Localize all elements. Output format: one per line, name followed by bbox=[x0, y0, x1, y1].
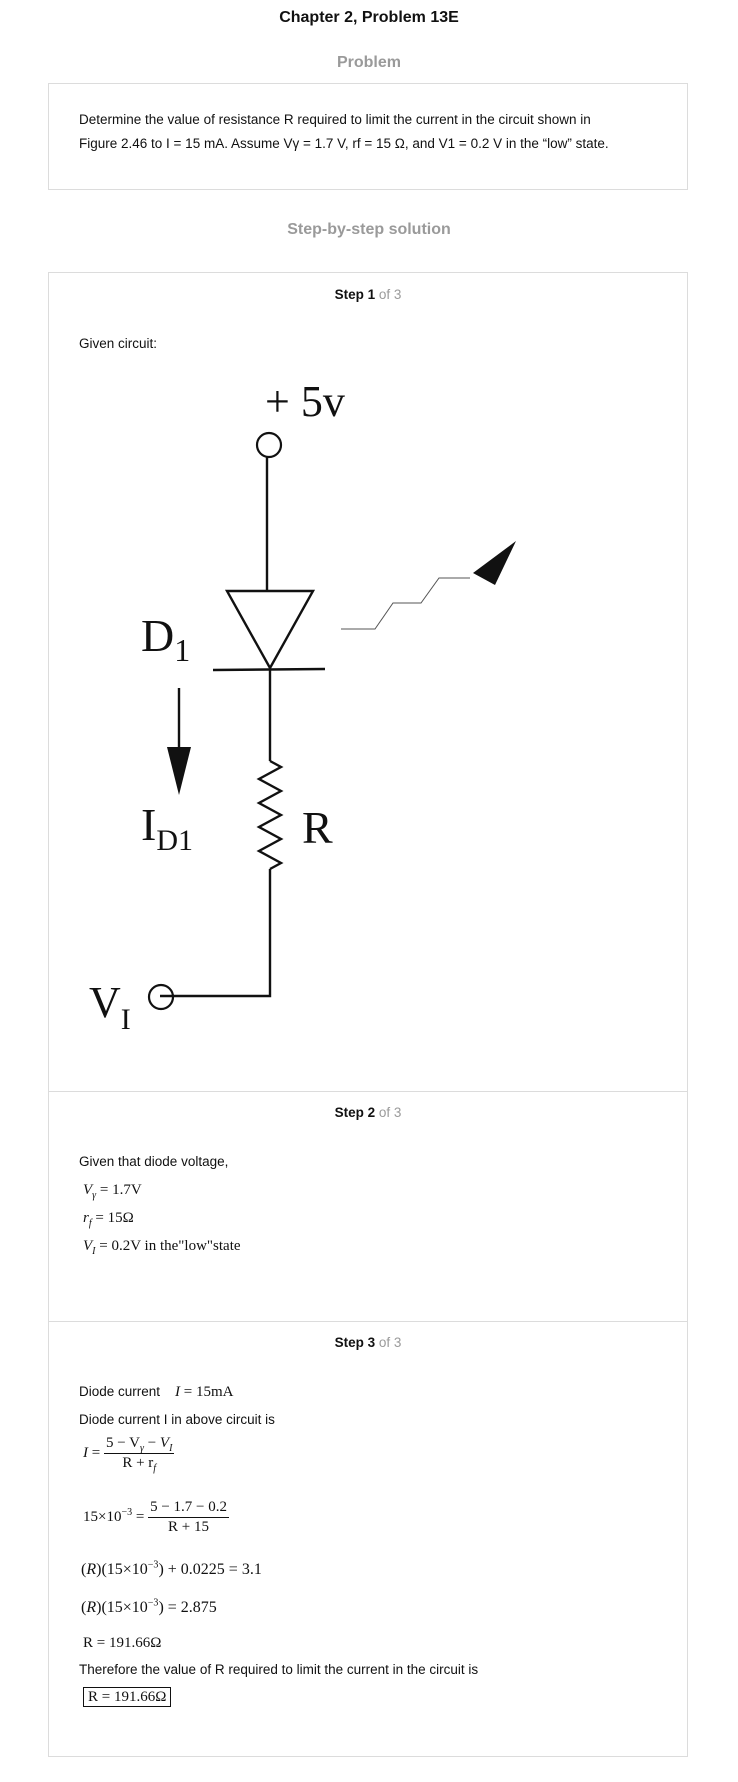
circuit-diagram bbox=[49, 273, 687, 1093]
resistor-symbol bbox=[259, 761, 281, 869]
eq-exponent: −3 bbox=[121, 1506, 133, 1518]
fraction-denominator: R + 15 bbox=[168, 1519, 210, 1535]
step-3-line-2: Diode current I in above circuit is bbox=[79, 1412, 275, 1427]
page-title: Chapter 2, Problem 13E bbox=[279, 9, 459, 26]
diode-current-text: Diode current bbox=[79, 1384, 161, 1399]
step-2-equation-1: $V_\gamma = 1.7V$ bbox=[83, 1182, 142, 1201]
step-divider bbox=[49, 1321, 687, 1322]
eq-value: + 0.0225 = 3.1 bbox=[167, 1561, 262, 1578]
conclusion-text: Therefore the value of R required to limit the current in the circuit is bbox=[79, 1662, 479, 1677]
current-label: $I_{D1}$ bbox=[141, 799, 193, 857]
current-arrow-icon bbox=[167, 747, 191, 795]
step-2-intro: Given that diode voltage, bbox=[79, 1154, 229, 1169]
diode-current-equation: I = 15mA bbox=[175, 1384, 234, 1400]
eq-value: = 0.2V in the"low"state bbox=[99, 1238, 241, 1254]
equation-5: R = 191.66Ω bbox=[83, 1635, 162, 1651]
current-formula: I = $\frac{5 - V_\gamma - V_I}{R + r_f}$ bbox=[83, 1435, 173, 1474]
eq-value: = 15Ω bbox=[95, 1210, 134, 1226]
final-answer bbox=[83, 1689, 171, 1706]
supply-label: + 5v bbox=[265, 377, 345, 426]
solution-heading: Step-by-step solution bbox=[287, 221, 451, 238]
step-label: Step 2 bbox=[334, 1105, 376, 1120]
eq-value: = 1.7V bbox=[99, 1182, 142, 1198]
step-2-equation-2: $r_f = 15\Omega$ bbox=[83, 1210, 134, 1229]
step-divider bbox=[49, 1091, 687, 1092]
step-2-title bbox=[49, 1105, 687, 1120]
equation-4: $(R)(15\times 10^{-3}) = 2.875$ bbox=[81, 1597, 217, 1616]
fraction-denominator: R + r bbox=[122, 1455, 154, 1471]
diode-bar bbox=[213, 669, 325, 670]
step-3-title bbox=[49, 1335, 687, 1350]
step-label: Step 1 bbox=[334, 287, 376, 302]
diode-label: $D_1$ bbox=[141, 610, 191, 668]
resistor-label: R bbox=[302, 802, 333, 853]
problem-box bbox=[48, 83, 688, 190]
eq-lhs: 15×10 bbox=[83, 1508, 122, 1525]
eq-value: = 2.875 bbox=[167, 1599, 217, 1616]
eq-value: = 15mA bbox=[183, 1384, 234, 1400]
diode-symbol bbox=[227, 591, 313, 668]
step-count: of 3 bbox=[378, 1105, 402, 1120]
supply-terminal bbox=[257, 433, 281, 457]
fraction-numerator: 5 − V bbox=[105, 1435, 140, 1451]
current-fraction: $\frac{5 - V_\gamma - V_I}{R + r_f}$ bbox=[105, 1435, 173, 1474]
equation-3: $(R)(15\times 10^{-3}) + 0.0225 = 3.1$ bbox=[81, 1559, 262, 1578]
problem-heading: Problem bbox=[336, 54, 401, 71]
problem-line-2: Figure 2.46 to I = 15 mA. Assume Vγ = 1.7 V, rf = 15 Ω, and V1 = 0.2 V in the “low” state. bbox=[79, 136, 609, 151]
problem-statement bbox=[79, 108, 669, 156]
light-emission-line bbox=[341, 578, 470, 629]
problem-line-1: Determine the value of resistance R required to limit the current in the circuit shown in bbox=[79, 112, 591, 127]
solution-box bbox=[48, 272, 688, 1757]
step-count: of 3 bbox=[378, 1335, 402, 1350]
substituted-fraction bbox=[148, 1499, 229, 1536]
step-count: of 3 bbox=[378, 287, 402, 302]
step-1-intro: Given circuit: bbox=[79, 336, 158, 351]
fraction-numerator: 5 − 1.7 − 0.2 bbox=[148, 1499, 229, 1518]
bottom-wire bbox=[160, 869, 270, 996]
answer-box: R = 191.66Ω bbox=[83, 1687, 171, 1707]
step-label: Step 3 bbox=[334, 1335, 376, 1350]
step-2-equation-3: $V_I = 0.2V$ in the"low"state bbox=[83, 1238, 241, 1257]
input-label: $V_I$ bbox=[89, 978, 131, 1036]
substituted-formula: $15\times 10^{-3}$ = $\frac{5 - 1.7 - 0.2}{R + 15}$ bbox=[83, 1499, 227, 1535]
light-arrow-icon bbox=[473, 541, 516, 585]
